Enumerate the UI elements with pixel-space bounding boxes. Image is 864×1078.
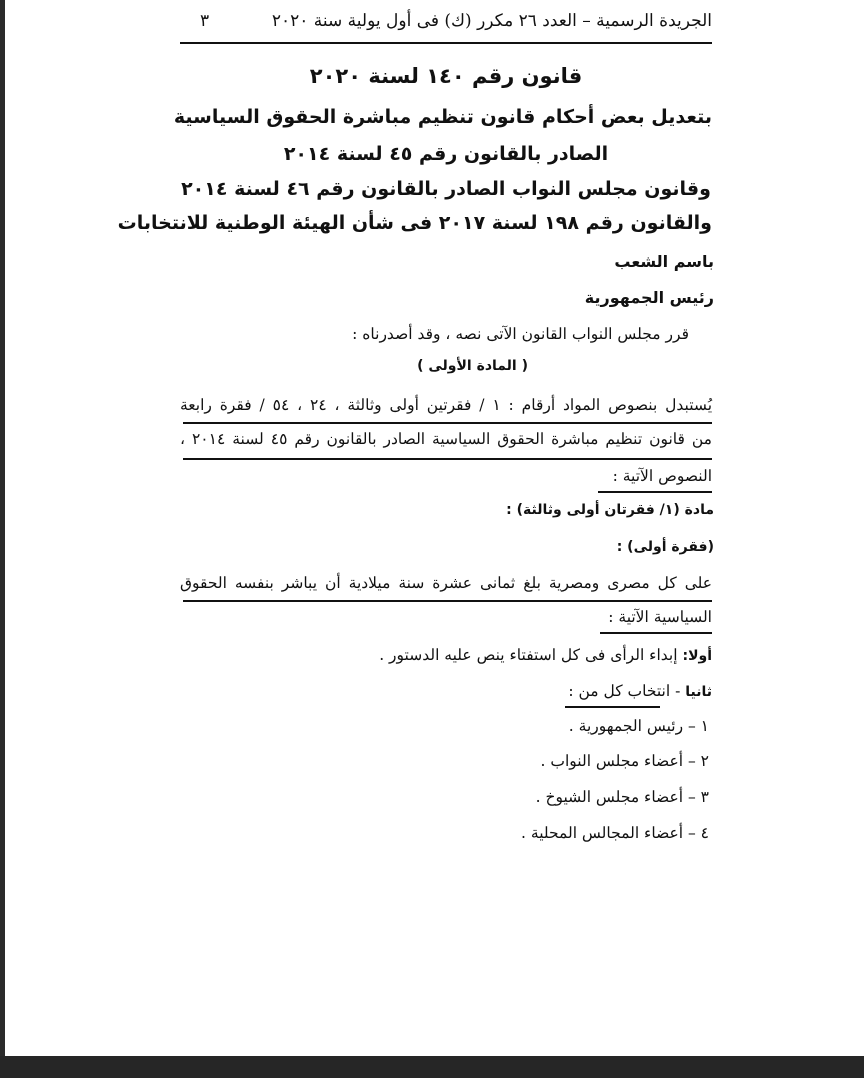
para1-heading: (فقرة أولى) :	[616, 539, 714, 555]
replace-line-2: من قانون تنظيم مباشرة الحقوق السياسية الصادر بالقانون رقم ٤٥ لسنة ٢٠١٤ ،	[180, 430, 712, 448]
header-text: الجريدة الرسمية – العدد ٢٦ مكرر (ك) فى أول يولية سنة ٢٠٢٠	[271, 11, 712, 31]
title-line-4: والقانون رقم ١٩٨ لسنة ٢٠١٧ فى شأن الهيئة الوطنية للانتخابات	[117, 212, 712, 234]
list-item: ١ – رئيس الجمهورية .	[568, 717, 709, 735]
first-item	[379, 646, 712, 664]
second-label: ثانيا	[685, 684, 712, 700]
para1-line-2: السياسية الآتية :	[608, 608, 712, 626]
para1-line-1: على كل مصرى ومصرية بلغ ثمانى عشرة سنة ميلادية أن يباشر بنفسه الحقوق	[180, 574, 712, 592]
underline-1	[183, 422, 712, 424]
first-label: أولا:	[682, 648, 712, 664]
president-heading: رئيس الجمهورية	[584, 288, 714, 307]
first-text: إبداء الرأى فى كل استفتاء ينص عليه الدستور .	[379, 646, 683, 664]
list-item: ٤ – أعضاء المجالس المحلية .	[521, 824, 709, 842]
page-number: ٣	[200, 11, 210, 31]
underline-3	[598, 491, 712, 493]
underline-4	[183, 600, 712, 602]
replace-line-1: يُستبدل بنصوص المواد أرقام : ١ / فقرتين أولى وثالثة ، ٢٤ ، ٥٤ / فقرة رابعة	[180, 396, 713, 414]
list-item: ٢ – أعضاء مجلس النواب .	[540, 752, 709, 770]
title-line-1: بتعديل بعض أحكام قانون تنظيم مباشرة الحقوق السياسية	[173, 106, 712, 128]
title-line-3: وقانون مجلس النواب الصادر بالقانون رقم ٤٦ لسنة ٢٠١٤	[181, 178, 711, 200]
law-title: قانون رقم ١٤٠ لسنة ٢٠٢٠	[309, 64, 583, 88]
underline-2	[183, 458, 712, 460]
underline-6	[565, 706, 660, 708]
second-text: - انتخاب كل من :	[568, 682, 686, 700]
title-line-2: الصادر بالقانون رقم ٤٥ لسنة ٢٠١٤	[283, 143, 609, 165]
list-item: ٣ – أعضاء مجلس الشيوخ .	[535, 788, 709, 806]
viewer-bottom-bar	[0, 1056, 864, 1078]
article-one-heading: ( المادة الأولى )	[417, 358, 528, 374]
decision-line: قرر مجلس النواب القانون الآتى نصه ، وقد أصدرناه :	[352, 325, 689, 343]
in-name-of-people: باسم الشعب	[614, 252, 714, 271]
second-item	[568, 682, 712, 700]
underline-5	[600, 632, 712, 634]
header-divider	[180, 42, 712, 44]
replace-line-3: النصوص الآتية :	[612, 467, 712, 485]
gazette-header	[180, 6, 712, 40]
article1-heading: مادة (١/ فقرتان أولى وثالثة) :	[506, 502, 714, 518]
